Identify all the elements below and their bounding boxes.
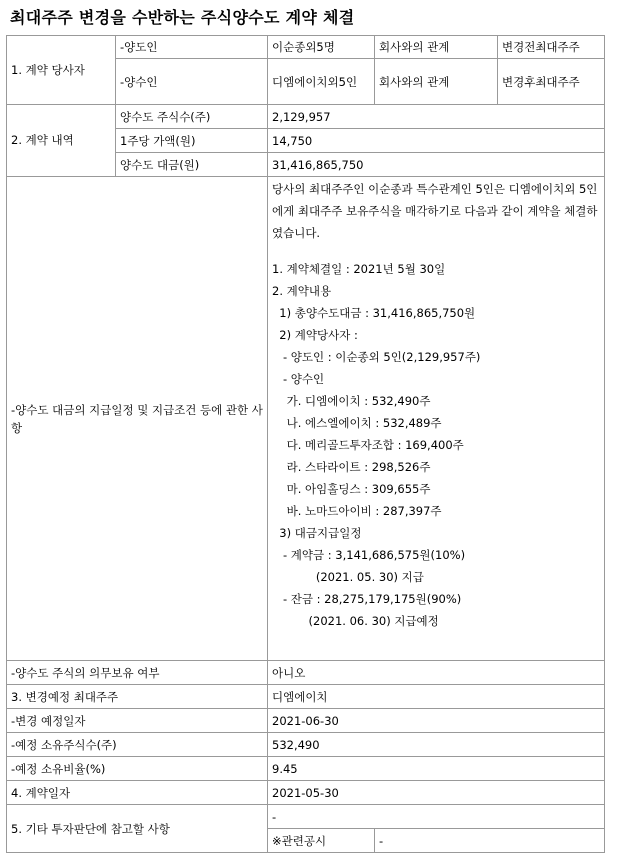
schedule-line: 3) 대금지급일정 xyxy=(272,526,362,540)
amount-value: 31,416,865,750 xyxy=(268,153,605,177)
page-title: 최대주주 변경을 수반하는 주식양수도 계약 체결 xyxy=(10,8,355,27)
transferor-value: 이순종외5명 xyxy=(268,36,375,59)
payment-schedule-intro: 당사의 최대주주인 이순종과 특수관계인 5인은 디엠에이치외 5인에게 최대주주 보유주식을 매각하기로 다음과 같이 계약을 체결하였습니다. xyxy=(272,182,598,240)
schedule-line: 2) 계약당사자 : xyxy=(272,328,358,342)
transferor-relation-value: 변경전최대주주 xyxy=(498,36,605,59)
change-date-value: 2021-06-30 xyxy=(268,709,605,733)
schedule-line: 1. 계약체결일 : 2021년 5월 30일 xyxy=(272,262,446,276)
new-major-label: 3. 변경예정 최대주주 xyxy=(7,685,268,709)
expected-shares-label: -예정 소유주식수(주) xyxy=(7,733,268,757)
schedule-line: - 양도인 : 이순종외 5인(2,129,957주) xyxy=(272,350,481,364)
other-label: 5. 기타 투자판단에 참고할 사항 xyxy=(7,805,268,853)
table-row xyxy=(7,781,605,805)
contract-date-value: 2021-05-30 xyxy=(268,781,605,805)
payment-schedule-label: -양수도 대금의 지급일정 및 지급조건 등에 관한 사항 xyxy=(7,177,268,661)
transferee-label: -양수인 xyxy=(116,59,268,105)
table-row xyxy=(7,177,605,661)
price-value: 14,750 xyxy=(268,129,605,153)
schedule-line: 라. 스타라이트 : 298,526주 xyxy=(272,460,431,474)
table-row xyxy=(7,733,605,757)
expected-shares-value: 532,490 xyxy=(268,733,605,757)
table-row xyxy=(7,709,605,733)
transferee-relation-value: 변경후최대주주 xyxy=(498,59,605,105)
schedule-line: - 계약금 : 3,141,686,575원(10%) xyxy=(272,548,466,562)
related-disclosure-label: ※관련공시 xyxy=(268,829,375,853)
table-row xyxy=(7,757,605,781)
schedule-line: 다. 메리골드투자조합 : 169,400주 xyxy=(272,438,464,452)
schedule-line: 1) 총양수도대금 : 31,416,865,750원 xyxy=(272,306,476,320)
other-value: - xyxy=(268,805,605,829)
table-row xyxy=(7,36,605,59)
transferor-relation-label: 회사와의 관계 xyxy=(375,36,498,59)
schedule-line: 나. 에스엘에이치 : 532,489주 xyxy=(272,416,442,430)
schedule-line: (2021. 05. 30) 지급 xyxy=(272,570,424,584)
table-row xyxy=(7,805,605,829)
schedule-line: 마. 아임홀딩스 : 309,655주 xyxy=(272,482,431,496)
schedule-line: - 잔금 : 28,275,179,175원(90%) xyxy=(272,592,462,606)
schedule-line: 2. 계약내용 xyxy=(272,284,332,298)
schedule-line: - 양수인 xyxy=(272,372,325,386)
contract-details-label: 2. 계약 내역 xyxy=(7,105,116,177)
transferee-value: 디엠에이치외5인 xyxy=(268,59,375,105)
payment-schedule-content xyxy=(268,177,605,661)
transferee-relation-label: 회사와의 관계 xyxy=(375,59,498,105)
amount-label: 양수도 대금(원) xyxy=(116,153,268,177)
schedule-line: 바. 노마드아이비 : 287,397주 xyxy=(272,504,442,518)
disclosure-table xyxy=(6,35,605,853)
schedule-line: (2021. 06. 30) 지급예정 xyxy=(272,614,439,628)
shares-value: 2,129,957 xyxy=(268,105,605,129)
transferor-label: -양도인 xyxy=(116,36,268,59)
price-label: 1주당 가액(원) xyxy=(116,129,268,153)
expected-ratio-label: -예정 소유비율(%) xyxy=(7,757,268,781)
schedule-line: 가. 디엠에이치 : 532,490주 xyxy=(272,394,431,408)
lockup-label: -양수도 주식의 의무보유 여부 xyxy=(7,661,268,685)
related-disclosure-value: - xyxy=(375,829,605,853)
new-major-value: 디엠에이치 xyxy=(268,685,605,709)
table-row xyxy=(7,685,605,709)
shares-label: 양수도 주식수(주) xyxy=(116,105,268,129)
table-row xyxy=(7,105,605,129)
contract-date-label: 4. 계약일자 xyxy=(7,781,268,805)
table-row xyxy=(7,661,605,685)
change-date-label: -변경 예정일자 xyxy=(7,709,268,733)
contract-parties-label: 1. 계약 당사자 xyxy=(7,36,116,105)
lockup-value: 아니오 xyxy=(268,661,605,685)
expected-ratio-value: 9.45 xyxy=(268,757,605,781)
